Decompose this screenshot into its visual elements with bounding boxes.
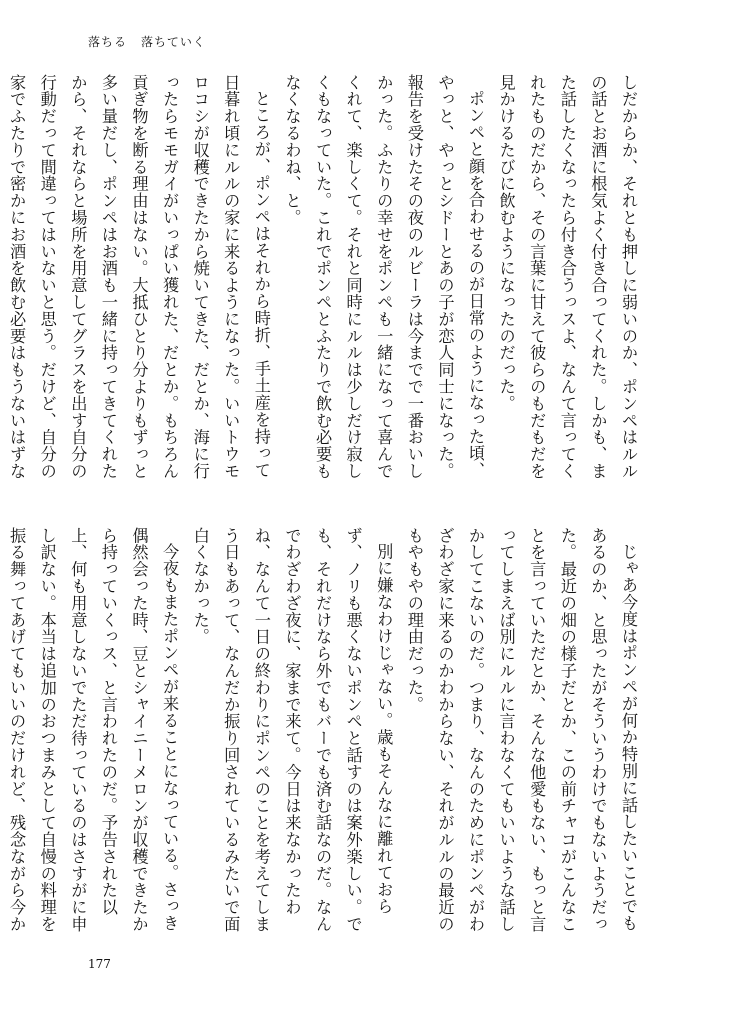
chapter-title: 落ちていく — [141, 35, 206, 49]
page-number: 177 — [88, 957, 111, 971]
paragraph: じゃあ今度はポンペが何か特別に話したいことでもあるのか、と思ったがそういうわけでもないようだった。最近の畑の様子だとか、この前チャコがこんなことを言っていただとか、そんな他愛もない、もっと言ってしまえば別にルルに言わなくてもいいような話しかしてこないのだ。つまり、なんのためにポンペがわざわざ家に来るのかわからない、それがルルの最近のもやもやの理由だった。 — [404, 527, 638, 933]
paragraph: ポンペと顔を合わせるのが日常のようになった頃、やっと、やっとシドーとあの子が恋人同士になった。報告を受けたその夜のルビーラは今までで一番おいしかった。ふたりの幸せをポンペも一緒になって喜んでくれて、楽しくて。それと同時にルルは少しだけ寂しくもなっていた。これでポンペとふたりで飲む必要もなくなるわね、と。 — [282, 74, 486, 480]
paragraph: 別に嫌なわけじゃない。歳もそんなに離れておらず、ノリも悪くないポンペと話すのは案外楽しい。でも、それだけなら外でもバーでも済む話なのだ。なんでわざわざ夜に、家まで来て。今日は来なかったわね、なんて一日の終わりにポンペのことを考えてしまう日もあって、なんだか振り回されているみたいで面白くなかった。 — [190, 527, 394, 933]
paragraph: しだからか、それとも押しに弱いのか、ポンペはルルの話とお酒に根気よく付き合ってくれた。しかも、また話したくなったら付き合うっスよ、なんて言ってくれたものだから、その言葉に甘えて彼らのもだもだを見かけるたびに飲むようになったのだった。 — [496, 74, 638, 480]
upper-text-block — [7, 74, 643, 486]
lower-text-block — [7, 527, 643, 939]
paragraph: ところが、ポンペはそれから時折、手土産を持って日暮れ頃にルルの家に来るようになった。いいトウモロコシが収穫できたから焼いてきた、だとか、海に行ったらモモガイがいっぱい獲れた、だとか。もちろん貢ぎ物を断る理由はない。大抵ひとり分よりもずっと多い量だし、ポンペはお酒も一緒に持ってきてくれたから、それならと場所を用意してグラスを出す自分の行動だって間違ってはいないと思う。だけど、自分の家でふたりで密かにお酒を飲む必要はもうないはずな — [7, 74, 271, 480]
book-title: 落ちる — [88, 35, 128, 49]
running-header — [88, 33, 206, 50]
paragraph: 今夜もまたポンペが来ることになっている。さっき偶然会った時、豆とシャイニーメロンが収穫できたから持っていくっス、と言われたのだ。予告された以上、何も用意しないでただ待っているのはさすがに申し訳ない。本当は追加のおつまみとして自慢の料理を振る舞ってあげてもいいのだけれど、残念ながら今か — [7, 527, 180, 933]
